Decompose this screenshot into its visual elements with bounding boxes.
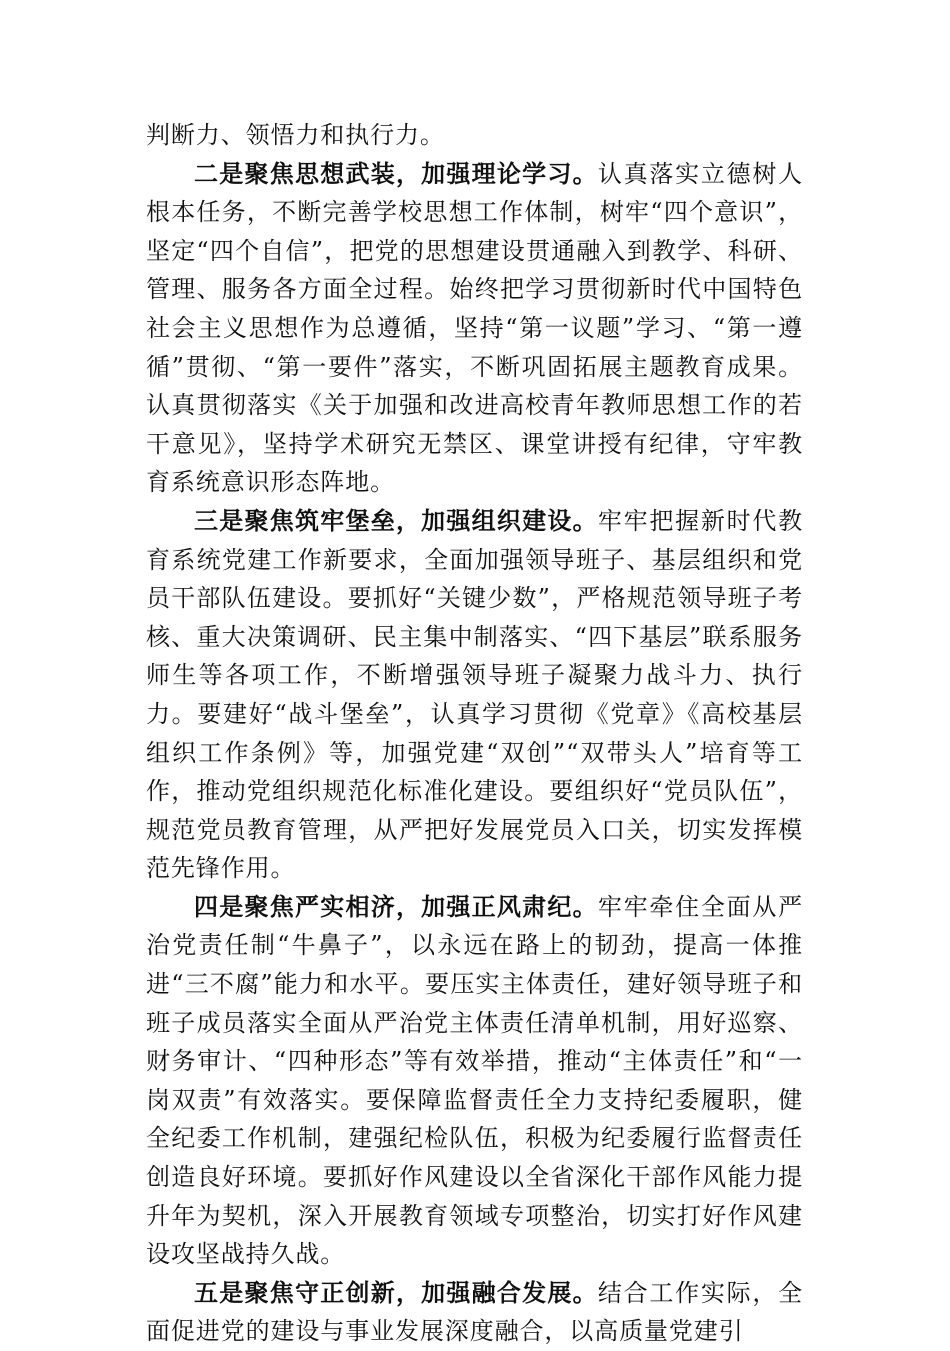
paragraph-continuation [146, 116, 803, 155]
paragraph-heading: 四是聚焦严实相济，加强正风肃纪。 [194, 892, 598, 921]
paragraph-body: 牢牢把握新时代教育系统党建工作新要求，全面加强领导班子、基层组织和党员干部队伍建设。要抓好“关键少数”，严格规范领导班子考核、重大决策调研、民主集中制落实、“四下基层”联系服务师生等各项工作，不断增强领导班子凝聚力战斗力、执行力。要建好“战斗堡垒”，认真学习贯彻《党章》《高校基层组织工作条例》等，加强党建“双创”“双带头人”培育等工作，推动党组织规范化标准化建设。要组织好“党员队伍”，规范党员教育管理，从严把好发展党员入口关，切实发挥模范先锋作用。 [146, 506, 803, 883]
paragraph-body: 结合工作实际，全面促进党的建设与事业发展深度融合，以高质量党建引 [146, 1278, 803, 1346]
document-page [146, 116, 803, 1351]
paragraph-heading: 五是聚焦守正创新，加强融合发展。 [194, 1278, 598, 1307]
paragraph-body: 判断力、领悟力和执行力。 [146, 121, 445, 149]
paragraph-body: 认真落实立德树人根本任务，不断完善学校思想工作体制，树牢“四个意识”，坚定“四个自信”，把党的思想建设贯通融入到教学、科研、管理、服务各方面全过程。始终把学习贯彻新时代中国特色社会主义思想作为总遵循，坚持“第一议题”学习、“第一遵循”贯彻、“第一要件”落实，不断巩固拓展主题教育成果。认真贯彻落实《关于加强和改进高校青年教师思想工作的若干意见》，坚持学术研究无禁区、课堂讲授有纪律，守牢教育系统意识形态阵地。 [146, 159, 803, 497]
paragraph-theory-study [146, 155, 803, 502]
paragraph-integrated-development [146, 1274, 803, 1351]
paragraph-organization-building [146, 502, 803, 888]
paragraph-heading: 二是聚焦思想武装，加强理论学习。 [194, 159, 598, 188]
paragraph-heading: 三是聚焦筑牢堡垒，加强组织建设。 [194, 506, 598, 535]
paragraph-discipline [146, 888, 803, 1274]
paragraph-body: 牢牢牵住全面从严治党责任制“牛鼻子”，以永远在路上的韧劲，提高一体推进“三不腐”能力和水平。要压实主体责任，建好领导班子和班子成员落实全面从严治党主体责任清单机制，用好巡察、财务审计、“四种形态”等有效举措，推动“主体责任”和“一岗双责”有效落实。要保障监督责任全力支持纪委履职，健全纪委工作机制，建强纪检队伍，积极为纪委履行监督责任创造良好环境。要抓好作风建设以全省深化干部作风能力提升年为契机，深入开展教育领域专项整治，切实打好作风建设攻坚战持久战。 [146, 892, 803, 1269]
